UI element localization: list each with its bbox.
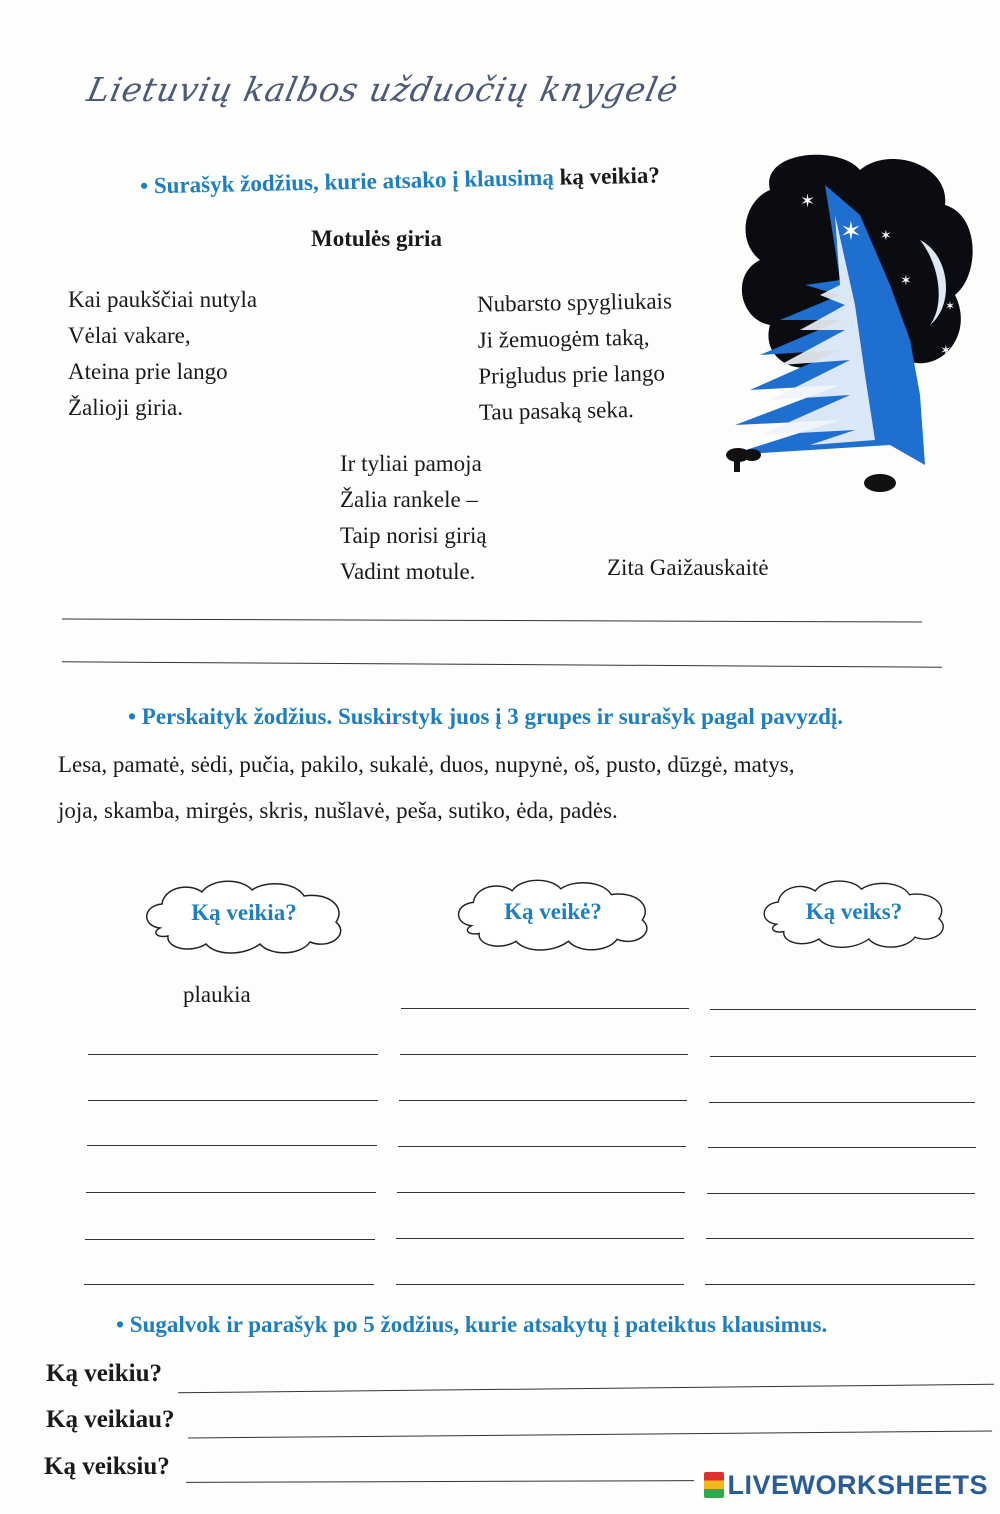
task1-instruction xyxy=(140,163,660,200)
logo-badge-icon xyxy=(704,1472,724,1498)
cloud-label-future: Ką veiks? xyxy=(805,899,903,924)
answer-past-7[interactable] xyxy=(396,1258,684,1285)
answer-present-5[interactable] xyxy=(85,1213,375,1240)
divider-line xyxy=(62,661,942,667)
example-word: plaukia xyxy=(183,982,251,1007)
poem-stanza-1 xyxy=(68,282,257,426)
liveworksheets-logo xyxy=(704,1470,988,1501)
poem-line: Žalia rankele – xyxy=(340,487,478,512)
answer-present-6[interactable] xyxy=(84,1258,374,1285)
hedgehog-icon xyxy=(864,474,896,492)
answer-present-1[interactable] xyxy=(88,1028,378,1055)
workbook-title: Lietuvių kalbos užduočių knygelė xyxy=(83,70,683,109)
poem-line: Prigludus prie lango xyxy=(478,360,666,389)
star-icon: ✶ xyxy=(800,191,816,211)
answer-past-4[interactable] xyxy=(398,1120,686,1147)
task2-instruction: • Perskaityk žodžius. Suskirstyk juos į 3 grupes ir surašyk pagal pavyzdį. xyxy=(128,704,843,729)
logo-text: LIVEWORKSHEETS xyxy=(727,1470,988,1500)
answer-present-3[interactable] xyxy=(87,1119,377,1146)
answer-past-2[interactable] xyxy=(400,1028,688,1055)
mushroom-stem xyxy=(734,458,740,472)
poem-line: Kai paukščiai nutyla xyxy=(68,287,258,312)
cloud-label-present: Ką veikia? xyxy=(191,900,297,925)
word-list xyxy=(58,742,794,834)
answer-past-1[interactable] xyxy=(401,982,689,1009)
poem-line: Ir tyliai pamoja xyxy=(340,451,482,476)
answer-past-3[interactable] xyxy=(399,1074,687,1101)
task3-instruction: • Sugalvok ir parašyk po 5 žodžius, kurie atsakytų į pateiktus klausimus. xyxy=(116,1312,828,1337)
poem-line: Ji žemuogėm taką, xyxy=(477,324,650,353)
star-icon: ✶ xyxy=(840,217,862,246)
task1-question: ką veikia? xyxy=(559,162,661,190)
poem-line: Žalioji giria. xyxy=(68,395,183,420)
task1-instruction-text: • Surašyk žodžius, kurie atsako į klausimą xyxy=(139,164,555,199)
question-present: Ką veikiu? xyxy=(46,1360,162,1387)
star-icon: ✶ xyxy=(880,229,892,244)
word-list-line: joja, skamba, mirgės, skris, nušlavė, peša, sutiko, ėda, padės. xyxy=(58,798,618,823)
answer-future-7[interactable] xyxy=(705,1258,975,1285)
answer-future-6[interactable] xyxy=(706,1212,974,1239)
answer-future-5[interactable] xyxy=(707,1167,975,1194)
mushroom-icon xyxy=(743,449,761,461)
poem-line: Nubarsto spygliukais xyxy=(476,288,673,317)
poem-author: Zita Gaižauskaitė xyxy=(607,555,769,580)
answer-present-2[interactable] xyxy=(88,1074,378,1101)
divider-line xyxy=(62,618,922,622)
cloud-label-past: Ką veikė? xyxy=(504,899,602,924)
answer-task3-past[interactable] xyxy=(188,1404,992,1438)
answer-future-3[interactable] xyxy=(709,1076,975,1103)
poem-title: Motulės giria xyxy=(311,226,442,251)
poem-line: Ateina prie lango xyxy=(68,359,228,384)
word-list-line: Lesa, pamatė, sėdi, pučia, pakilo, sukalė, duos, nupynė, oš, pusto, dūzgė, matys, xyxy=(58,752,795,777)
poem-line: Tau pasaką seka. xyxy=(478,396,635,425)
answer-future-4[interactable] xyxy=(708,1121,976,1148)
poem-line: Taip norisi girią xyxy=(340,523,487,548)
answer-past-6[interactable] xyxy=(396,1212,684,1239)
question-future: Ką veiksiu? xyxy=(44,1453,170,1480)
answer-past-5[interactable] xyxy=(397,1166,685,1193)
poem-line: Vadint motule. xyxy=(340,559,476,584)
poem-line: Vėlai vakare, xyxy=(68,323,191,348)
answer-task3-present[interactable] xyxy=(178,1358,994,1394)
answer-future-2[interactable] xyxy=(710,1030,976,1057)
star-icon: ✶ xyxy=(945,299,956,313)
star-icon: ✶ xyxy=(940,344,952,359)
question-past: Ką veikiau? xyxy=(46,1406,175,1433)
answer-future-1[interactable] xyxy=(710,983,976,1010)
answer-task3-future[interactable] xyxy=(186,1454,694,1483)
star-icon: ✶ xyxy=(900,274,912,289)
poem-stanza-3 xyxy=(340,446,487,590)
answer-present-4[interactable] xyxy=(86,1166,376,1193)
night-forest-illustration xyxy=(690,145,980,505)
poem-stanza-2 xyxy=(477,283,674,430)
